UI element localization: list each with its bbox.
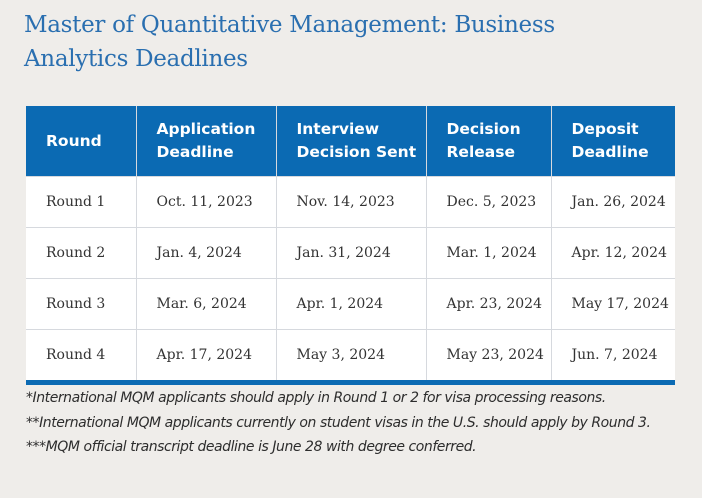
cell-deposit-deadline: Apr. 12, 2024	[551, 228, 675, 279]
table-row	[26, 228, 675, 279]
cell-round: Round 2	[26, 228, 136, 279]
cell-round: Round 1	[26, 177, 136, 228]
deadlines-table	[26, 106, 675, 380]
table-header-row	[26, 106, 675, 177]
cell-application-deadline: Apr. 17, 2024	[136, 330, 276, 381]
deadlines-table-container	[26, 106, 675, 385]
cell-deposit-deadline: Jun. 7, 2024	[551, 330, 675, 381]
cell-application-deadline: Mar. 6, 2024	[136, 279, 276, 330]
cell-deposit-deadline: May 17, 2024	[551, 279, 675, 330]
cell-interview-decision-sent: Nov. 14, 2023	[276, 177, 426, 228]
cell-deposit-deadline: Jan. 26, 2024	[551, 177, 675, 228]
table-row	[26, 177, 675, 228]
cell-round: Round 3	[26, 279, 136, 330]
cell-round: Round 4	[26, 330, 136, 381]
header-application-deadline: Application Deadline	[136, 106, 276, 177]
footnotes	[26, 386, 686, 460]
cell-decision-release: Apr. 23, 2024	[426, 279, 551, 330]
footnote-student-visas: **International MQM applicants currently on student visas in the U.S. should apply by Round 3.	[26, 414, 651, 431]
header-decision-release: Decision Release	[426, 106, 551, 177]
cell-application-deadline: Oct. 11, 2023	[136, 177, 276, 228]
cell-interview-decision-sent: Jan. 31, 2024	[276, 228, 426, 279]
footnote-visa-processing: *International MQM applicants should apply in Round 1 or 2 for visa processing reasons.	[26, 390, 606, 406]
page-title: Master of Quantitative Management: Business Analytics Deadlines	[24, 12, 555, 72]
cell-interview-decision-sent: Apr. 1, 2024	[276, 279, 426, 330]
header-deposit-deadline: Deposit Deadline	[551, 106, 675, 177]
header-interview-decision-sent: Interview Decision Sent	[276, 106, 426, 177]
table-row	[26, 279, 675, 330]
table-row	[26, 330, 675, 381]
cell-interview-decision-sent: May 3, 2024	[276, 330, 426, 381]
cell-decision-release: May 23, 2024	[426, 330, 551, 381]
header-round: Round	[26, 106, 136, 177]
cell-application-deadline: Jan. 4, 2024	[136, 228, 276, 279]
footnote-transcript-deadline: ***MQM official transcript deadline is June 28 with degree conferred.	[26, 439, 477, 455]
cell-decision-release: Mar. 1, 2024	[426, 228, 551, 279]
cell-decision-release: Dec. 5, 2023	[426, 177, 551, 228]
